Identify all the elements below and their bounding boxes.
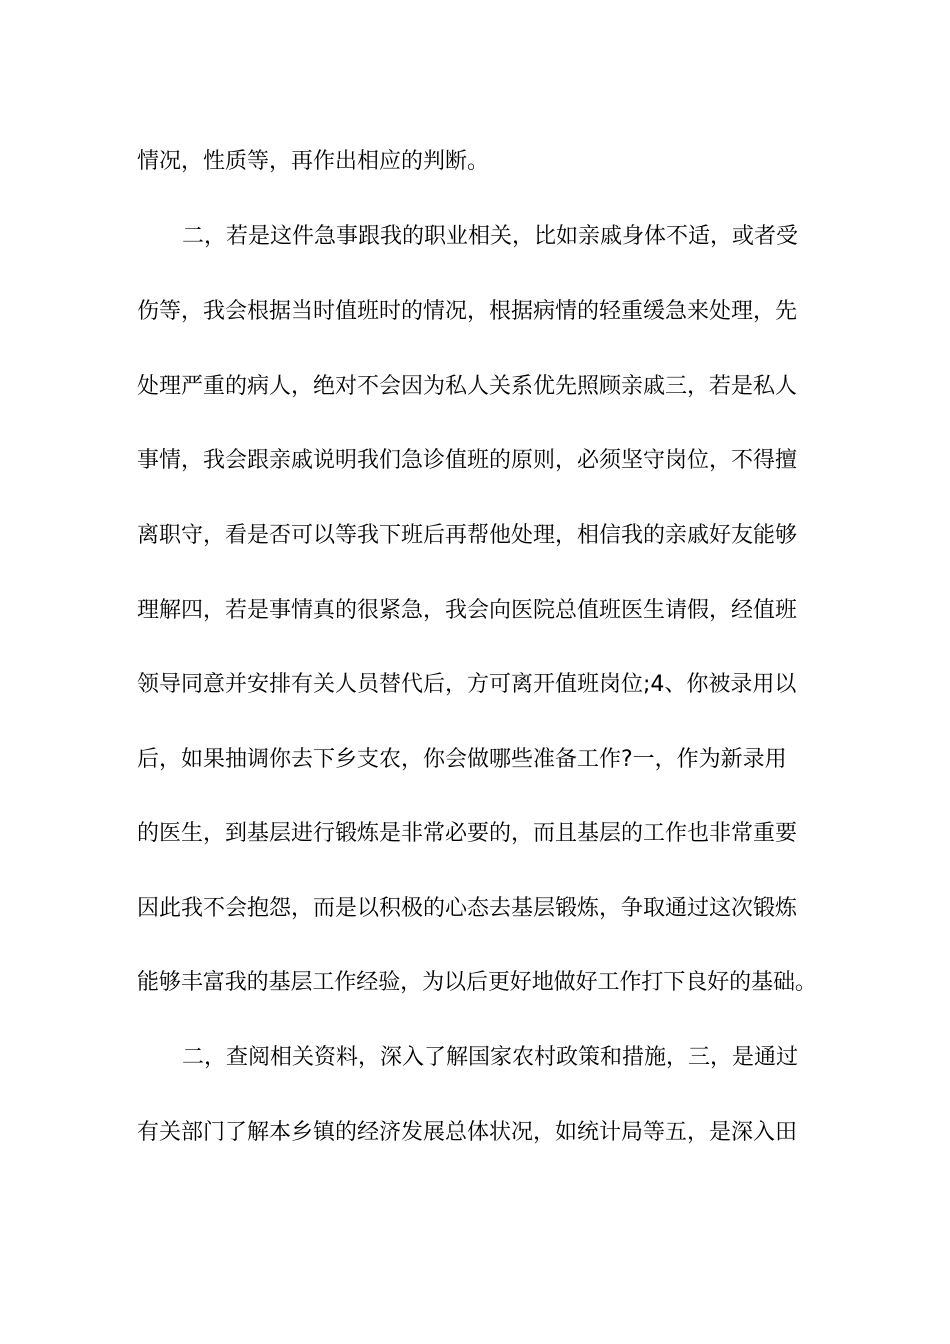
text-line: 二，若是这件急事跟我的职业相关，比如亲戚身体不适，或者受 (182, 224, 799, 249)
text-line: 有关部门了解本乡镇的经济发展总体状况，如统计局等五，是深入田 (137, 1120, 798, 1145)
text-line: 离职守，看是否可以等我下班后再帮他处理，相信我的亲戚好友能够 (137, 523, 798, 548)
text-line: 伤等，我会根据当时值班时的情况，根据病情的轻重缓急来处理，先 (137, 299, 798, 324)
text-line: 情况，性质等，再作出相应的判断。 (137, 149, 490, 174)
text-line: 事情，我会跟亲戚说明我们急诊值班的原则，必须坚守岗位，不得擅 (137, 448, 798, 473)
text-line: 理解四，若是事情真的很紧急，我会向医院总值班医生请假，经值班 (137, 598, 798, 623)
text-line: 因此我不会抱怨，而是以积极的心态去基层锻炼，争取通过这次锻炼 (137, 896, 798, 921)
text-line: 的医生，到基层进行锻炼是非常必要的，而且基层的工作也非常重要 (137, 821, 798, 846)
text-line: 处理严重的病人，绝对不会因为私人关系优先照顾亲戚三，若是私人 (137, 374, 798, 399)
text-line: 能够丰富我的基层工作经验，为以后更好地做好工作打下良好的基础。 (137, 970, 817, 995)
text-line: 二，查阅相关资料，深入了解国家农村政策和措施，三，是通过 (182, 1045, 799, 1070)
text-line: 领导同意并安排有关人员替代后，方可离开值班岗位;4、你被录用以 (137, 672, 797, 697)
text-line: 后，如果抽调你去下乡支农，你会做哪些准备工作?一，作为新录用 (137, 747, 787, 772)
